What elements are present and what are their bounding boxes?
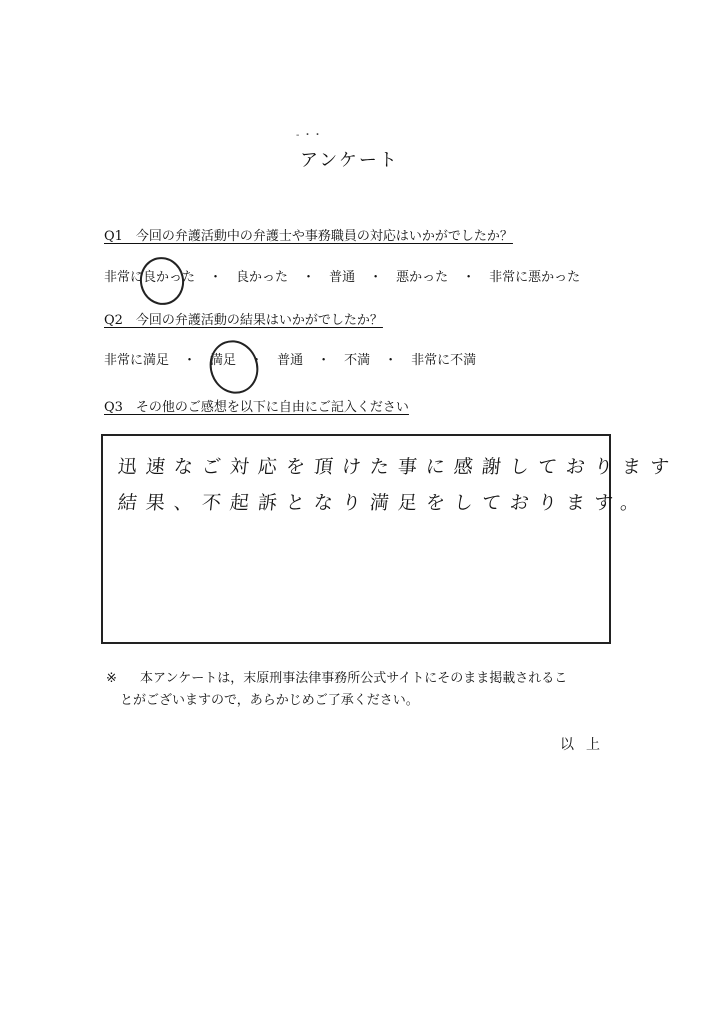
q1-option-very-good[interactable]: 非常に良かった	[104, 270, 196, 285]
q2-option-very-dissatisfied[interactable]: 非常に不満	[411, 353, 477, 368]
title-mark: - ・・	[296, 130, 323, 141]
q2-option-very-satisfied[interactable]: 非常に満足	[104, 353, 170, 368]
q1-separator: ・	[369, 270, 383, 285]
notice-line-2: とがございますので，あらかじめご了承ください。	[120, 693, 419, 708]
handwritten-answer-line-1: 迅速なご対応を頂けた事に感謝しております	[116, 456, 680, 478]
q1-option-normal[interactable]: 普通	[329, 270, 356, 285]
q1-separator: ・	[462, 270, 476, 285]
q1-separator: ・	[209, 270, 223, 285]
question-2: Q2 今回の弁護活動の結果はいかがでしたか？	[104, 313, 383, 328]
notice-line-1: 本アンケートは，末原刑事法律事務所公式サイトにそのまま掲載されるこ	[140, 671, 568, 686]
q2-separator: ・	[384, 353, 398, 368]
question-1: Q1 今回の弁護活動中の弁護士や事務職員の対応はいかがでしたか？	[104, 229, 513, 244]
q2-option-satisfied[interactable]: 満足	[210, 353, 237, 368]
page-title: アンケート	[300, 150, 399, 171]
q2-separator: ・	[250, 353, 264, 368]
q1-option-bad[interactable]: 悪かった	[396, 270, 449, 285]
q2-selection-circle	[202, 333, 266, 400]
q2-option-normal[interactable]: 普通	[277, 353, 304, 368]
q2-options	[104, 349, 476, 368]
question-3: Q3 その他のご感想を以下に自由にご記入ください	[104, 400, 409, 415]
q2-option-dissatisfied[interactable]: 不満	[344, 353, 371, 368]
q2-separator: ・	[183, 353, 197, 368]
q1-separator: ・	[302, 270, 316, 285]
notice-mark: ※	[106, 671, 117, 686]
q2-separator: ・	[317, 353, 331, 368]
q1-selection-circle	[135, 253, 188, 309]
q1-option-very-bad[interactable]: 非常に悪かった	[489, 270, 581, 285]
handwritten-answer-line-2: 結果、不起訴となり満足をしております。	[116, 492, 650, 514]
q1-option-good[interactable]: 良かった	[236, 270, 289, 285]
closing-mark: 以上	[560, 737, 612, 753]
